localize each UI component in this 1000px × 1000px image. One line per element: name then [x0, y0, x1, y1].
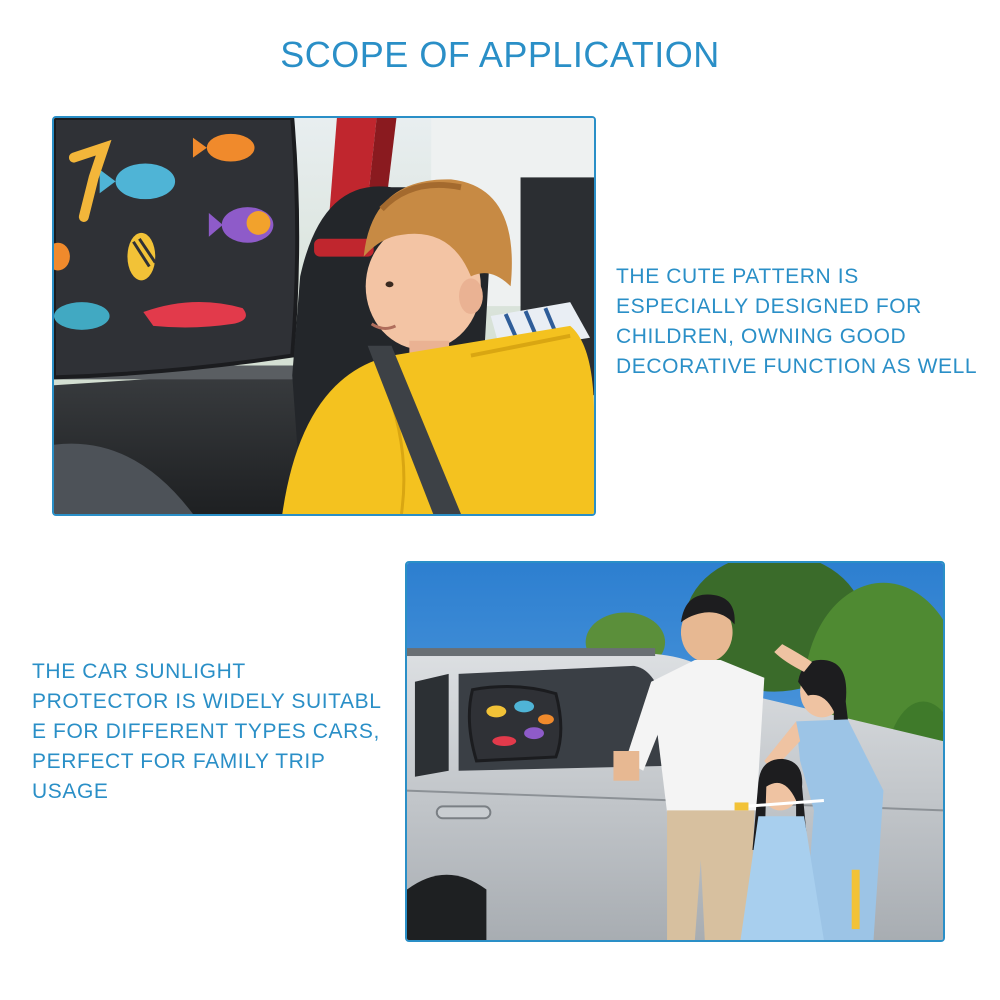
page-title: SCOPE OF APPLICATION: [280, 34, 720, 75]
child-car-photo: [52, 116, 596, 516]
child-car-illustration: [54, 118, 594, 514]
caption-cute-pattern: THE CUTE PATTERN IS ESPECIALLY DESIGNED FOR CHILDREN, OWNING GOOD DECORATIVE FUNCTION AS WELL: [616, 265, 978, 378]
family-car-photo: [405, 561, 945, 942]
caption-widely-suitable: THE CAR SUNLIGHT PROTECTOR IS WIDELY SUITABL E FOR DIFFERENT TYPES CARS, PERFECT FOR FAMILY TRIP USAGE: [32, 660, 382, 803]
family-car-illustration: [407, 563, 943, 940]
